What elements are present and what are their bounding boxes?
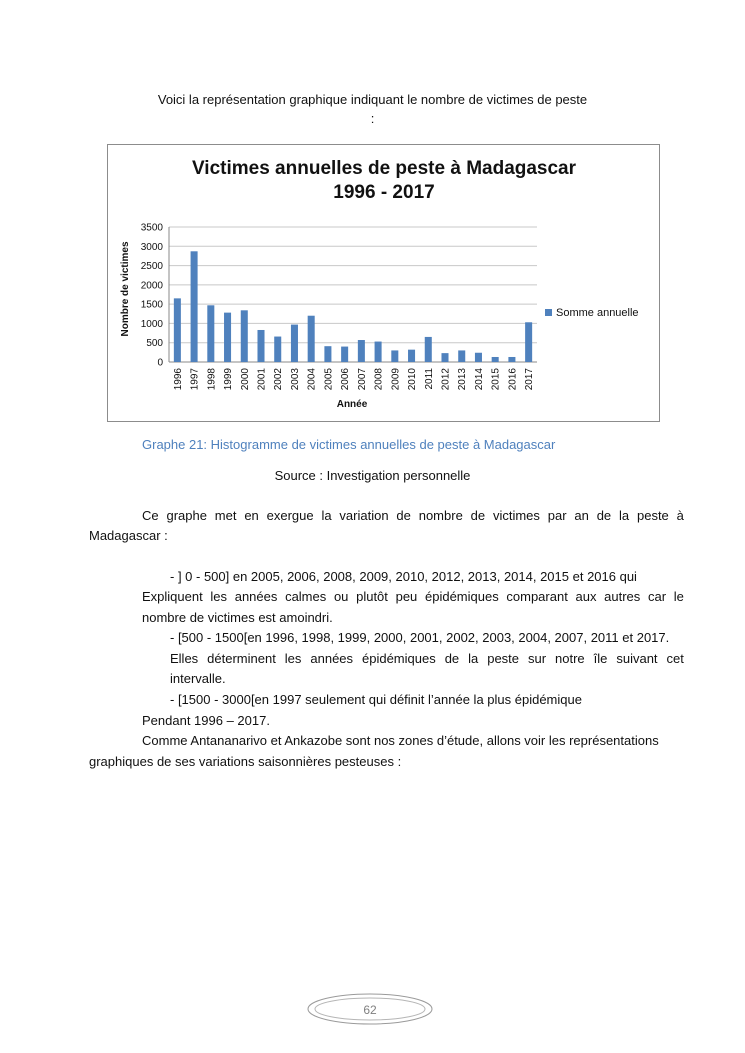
bar-2003 — [291, 325, 298, 362]
paragraph-1-word: de — [470, 508, 486, 523]
paragraph-1-word: à — [676, 508, 684, 523]
paragraph-1-word: peste — [636, 508, 669, 523]
bullet-2-word: suivant — [616, 651, 658, 666]
bullet-1-word: calmes — [285, 589, 327, 604]
x-tick-label: 2009 — [390, 368, 402, 391]
bullet-3-line-1: - [1500 - 3000[en 1997 seulement qui définit l’année la plus épidémique — [170, 692, 582, 707]
bullet-2-line-1: - [500 - 1500[en 1996, 1998, 1999, 2000, 2001, 2002, 2003, 2004, 2007, 2011 et 2017. — [170, 630, 670, 645]
x-tick-label: 2004 — [306, 368, 318, 391]
bullet-1-word: comparant — [506, 589, 568, 604]
legend-label: Somme annuelle — [556, 307, 639, 319]
paragraph-1-word: variation — [339, 508, 389, 523]
bullet-1-word: le — [673, 589, 684, 604]
x-tick-label: 2001 — [256, 368, 268, 391]
bullet-1-word: autres — [604, 589, 641, 604]
paragraph-1-word: nombre — [418, 508, 463, 523]
bullet-1-word: aux — [575, 589, 597, 604]
chart-title-line-2: 1996 - 2017 — [333, 182, 435, 203]
paragraph-1-word: la — [321, 508, 332, 523]
x-tick-label: 1996 — [172, 368, 184, 391]
y-axis-label: Nombre de victimes — [120, 241, 131, 337]
y-tick-label: 1000 — [140, 318, 163, 330]
figure-caption: Graphe 21: Histogramme de victimes annuelles de peste à Madagascar — [142, 437, 556, 452]
bullet-2-word: années — [310, 651, 354, 666]
bar-2009 — [391, 350, 398, 362]
bullet-1-word: années — [234, 589, 278, 604]
paragraph-1-word: graphe — [166, 508, 207, 523]
page-number: 62 — [363, 1003, 377, 1017]
bullet-2-word: Elles — [170, 651, 199, 666]
paragraph-1-word: la — [619, 508, 630, 523]
y-tick-label: 500 — [146, 338, 163, 350]
bullet-3-line-2: Pendant 1996 – 2017. — [142, 713, 270, 728]
bar-2014 — [475, 353, 482, 362]
bar-2008 — [375, 342, 382, 362]
y-tick-label: 1500 — [140, 299, 163, 311]
bullet-2-line-2 — [170, 649, 684, 670]
intro-line-2: : — [370, 111, 375, 126]
x-axis-label: Année — [336, 399, 368, 410]
x-tick-label: 2017 — [524, 368, 536, 391]
x-tick-label: 2000 — [239, 368, 251, 391]
bullet-2-word: les — [284, 651, 302, 666]
paragraph-1-word: an — [574, 508, 589, 523]
bullet-2-word: sur — [528, 651, 547, 666]
x-tick-label: 2010 — [407, 368, 419, 391]
bar-2016 — [508, 357, 515, 362]
x-tick-label: 2015 — [490, 368, 502, 391]
x-tick-label: 2013 — [457, 368, 469, 391]
y-tick-label: 0 — [157, 357, 163, 369]
figure-source: Source : Investigation personnelle — [274, 468, 471, 483]
bar-2015 — [492, 357, 499, 362]
x-tick-label: 2012 — [440, 368, 452, 391]
bullet-1-line-1: - ] 0 - 500] en 2005, 2006, 2008, 2009, 2010, 2012, 2013, 2014, 2015 et 2016 qui — [170, 569, 637, 584]
bullet-1-word: car — [647, 589, 667, 604]
y-tick-label: 2500 — [140, 261, 163, 273]
bullet-1-word: les — [210, 589, 228, 604]
bullet-2-word: peste — [487, 651, 520, 666]
chart-frame — [107, 144, 660, 422]
x-tick-label: 2011 — [423, 368, 435, 390]
bar-2006 — [341, 347, 348, 362]
x-tick-label: 2006 — [340, 368, 352, 391]
bullet-2-word: cet — [666, 651, 684, 666]
bar-2004 — [308, 316, 315, 362]
bar-2010 — [408, 350, 415, 362]
bar-2002 — [274, 337, 281, 362]
x-axis-ticks — [173, 368, 535, 391]
bar-2013 — [458, 350, 465, 362]
y-axis-ticks — [141, 223, 164, 369]
bullet-2-word: épidémiques — [362, 651, 436, 666]
bar-1999 — [224, 313, 231, 362]
bullet-2-word: de — [444, 651, 460, 666]
paragraph-1-word: par — [547, 508, 567, 523]
paragraph-1-word: Ce — [142, 508, 159, 523]
legend-swatch — [545, 309, 552, 316]
paragraph-1-line-2: Madagascar : — [89, 528, 168, 543]
y-tick-label: 3000 — [140, 241, 163, 253]
bar-2001 — [257, 330, 264, 362]
paragraph-2-line-1: Comme Antananarivo et Ankazobe sont nos zones d’étude, allons voir les représentations — [142, 733, 659, 748]
paragraph-1-word: victimes — [492, 508, 540, 523]
bullet-2-word: île — [593, 651, 608, 666]
y-tick-label: 3500 — [140, 222, 163, 234]
x-tick-label: 2002 — [273, 368, 285, 391]
paragraph-1-word: exergue — [266, 508, 314, 523]
bullet-2-word: notre — [555, 651, 585, 666]
bar-1997 — [191, 251, 198, 362]
bullet-1-word: Expliquent — [142, 589, 203, 604]
x-tick-label: 2016 — [507, 368, 519, 391]
x-tick-label: 2014 — [473, 368, 485, 391]
bar-2012 — [441, 353, 448, 362]
bar-chart — [108, 145, 659, 421]
paragraph-1-word: en — [244, 508, 259, 523]
x-tick-label: 2007 — [356, 368, 368, 391]
bullet-1-word: plutôt — [356, 589, 388, 604]
bar-2005 — [324, 346, 331, 362]
x-tick-label: 1997 — [189, 368, 201, 391]
paragraph-2-line-2: graphiques de ses variations saisonnières pesteuses : — [89, 754, 402, 769]
x-tick-label: 1999 — [223, 368, 235, 391]
bullet-1-line-3: nombre de victimes est amoindri. — [142, 610, 333, 625]
bullet-1-word: épidémiques — [424, 589, 499, 604]
y-tick-label: 2000 — [140, 280, 163, 292]
paragraph-1-line-1 — [142, 506, 684, 527]
x-tick-label: 2008 — [373, 368, 385, 391]
x-tick-label: 1998 — [206, 368, 218, 391]
bullet-2-word: la — [468, 651, 479, 666]
bar-2017 — [525, 322, 532, 362]
intro-text — [100, 90, 645, 128]
bullet-1-line-2 — [142, 587, 684, 608]
bar-2007 — [358, 340, 365, 362]
x-tick-label: 2003 — [289, 368, 301, 391]
chart-title-line-1: Victimes annuelles de peste à Madagascar — [191, 158, 577, 179]
bar-2011 — [425, 337, 432, 362]
bar-2000 — [241, 310, 248, 362]
paragraph-1-word: met — [214, 508, 237, 523]
intro-line-1: Voici la représentation graphique indiquant le nombre de victimes de peste — [157, 92, 588, 107]
x-tick-label: 2005 — [323, 368, 335, 391]
paragraph-1-word: de — [596, 508, 612, 523]
paragraph-1-word: de — [396, 508, 411, 523]
bullet-1-word: peu — [395, 589, 418, 604]
bullet-2-line-3: intervalle. — [170, 671, 226, 686]
bar-1998 — [207, 305, 214, 362]
bullet-1-word: ou — [333, 589, 349, 604]
bullet-2-word: déterminent — [207, 651, 276, 666]
bar-1996 — [174, 298, 181, 362]
bars — [174, 251, 532, 362]
